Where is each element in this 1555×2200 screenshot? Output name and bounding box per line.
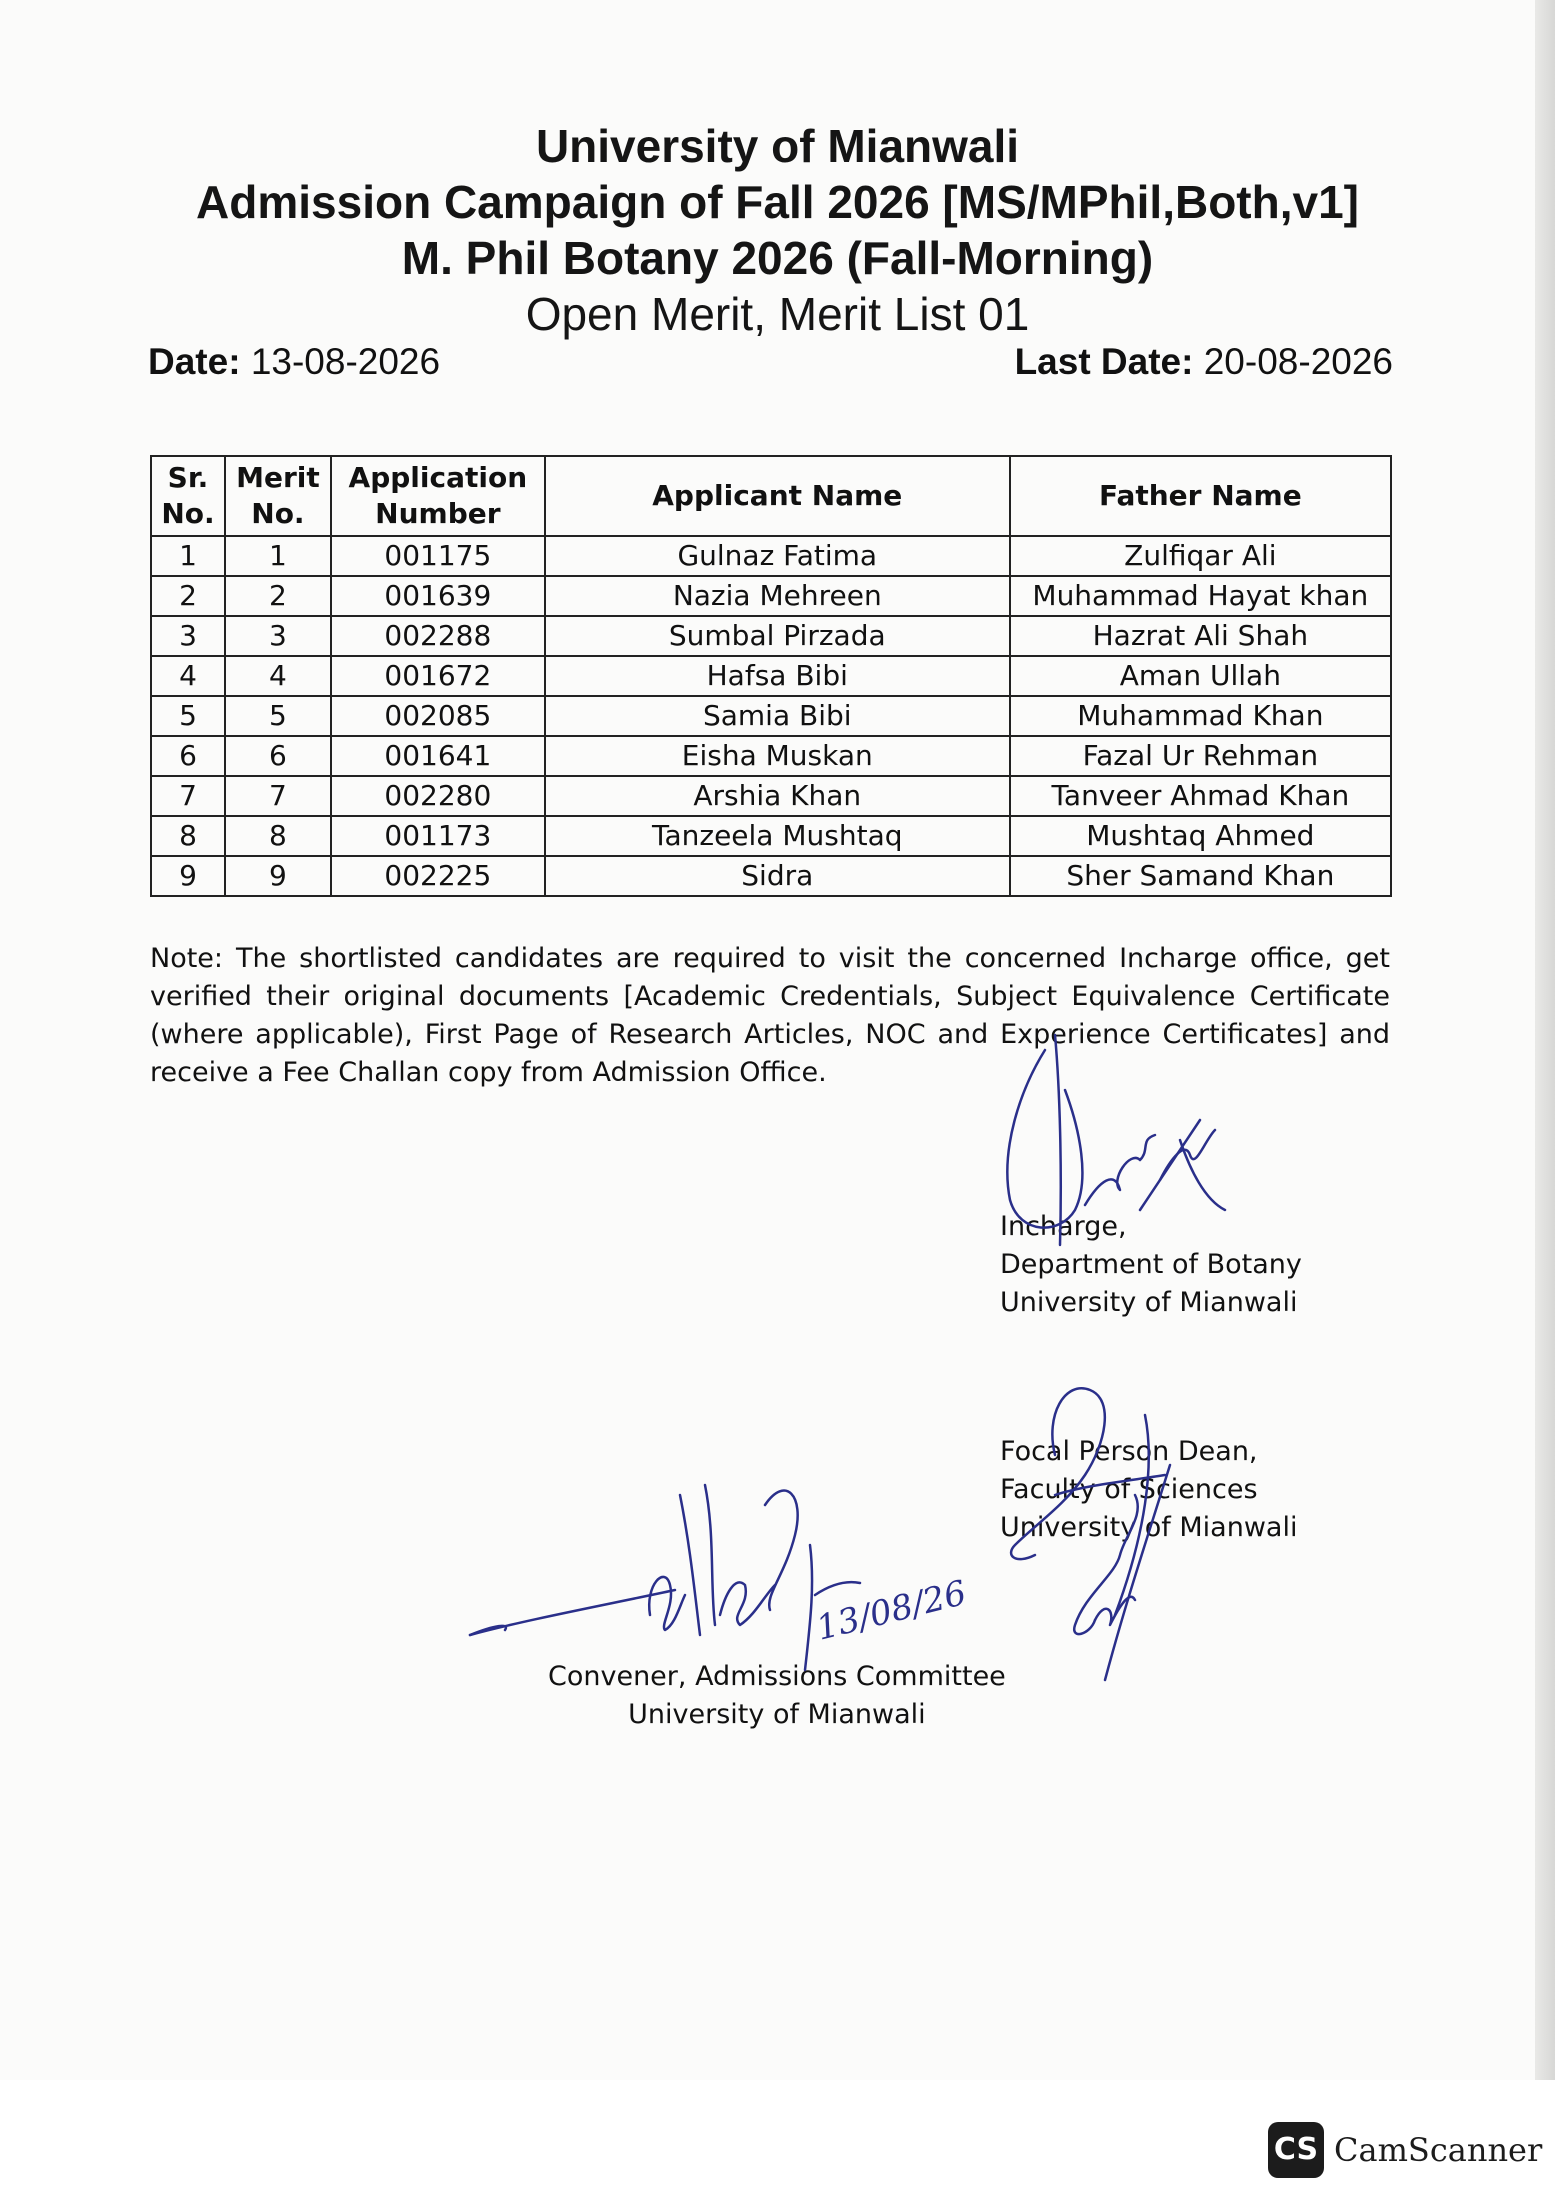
- focal-university: University of Mianwali: [1000, 1512, 1298, 1543]
- incharge-department: Department of Botany: [1000, 1249, 1302, 1280]
- merit-table: [150, 455, 1392, 897]
- cell-merit: 4: [225, 656, 331, 696]
- cell-father-name: Muhammad Hayat khan: [1010, 576, 1391, 616]
- cell-application: 001641: [331, 736, 545, 776]
- cell-father-name: Mushtaq Ahmed: [1010, 816, 1391, 856]
- table-row: [151, 576, 1391, 616]
- focal-faculty: Faculty of Sciences: [1000, 1474, 1258, 1505]
- program-title: M. Phil Botany 2026 (Fall-Morning): [401, 232, 1154, 284]
- cell-applicant-name: Tanzeela Mushtaq: [545, 816, 1010, 856]
- camscanner-logo-icon: CS: [1268, 2122, 1324, 2178]
- table-row: [151, 816, 1391, 856]
- cell-application: 002225: [331, 856, 545, 896]
- cell-applicant-name: Arshia Khan: [545, 776, 1010, 816]
- cell-merit: 8: [225, 816, 331, 856]
- cell-sr: 7: [151, 776, 225, 816]
- cell-father-name: Muhammad Khan: [1010, 696, 1391, 736]
- table-row: [151, 656, 1391, 696]
- campaign-title: Admission Campaign of Fall 2026 [MS/MPhil,Both,v1]: [196, 176, 1359, 228]
- cell-applicant-name: Nazia Mehreen: [545, 576, 1010, 616]
- cell-sr: 2: [151, 576, 225, 616]
- incharge-signatory: [1000, 1208, 1302, 1322]
- last-date-label: Last Date:: [1014, 341, 1194, 382]
- cell-application: 001672: [331, 656, 545, 696]
- col-header-applicant: Applicant Name: [545, 456, 1010, 536]
- col-header-merit: [225, 456, 331, 536]
- cell-father-name: Hazrat Ali Shah: [1010, 616, 1391, 656]
- cell-application: 002280: [331, 776, 545, 816]
- document-header: [0, 118, 1555, 342]
- convener-university: University of Mianwali: [628, 1699, 926, 1730]
- cell-application: 002288: [331, 616, 545, 656]
- table-row: [151, 536, 1391, 576]
- cell-sr: 5: [151, 696, 225, 736]
- cell-applicant-name: Hafsa Bibi: [545, 656, 1010, 696]
- col-header-sr: [151, 456, 225, 536]
- col-header-sr-line2: No.: [161, 497, 215, 530]
- focal-person-signatory: [1000, 1433, 1297, 1547]
- table-row: [151, 616, 1391, 656]
- convener-title: Convener, Admissions Committee: [548, 1661, 1006, 1692]
- cell-application: 001173: [331, 816, 545, 856]
- cell-sr: 3: [151, 616, 225, 656]
- cell-applicant-name: Gulnaz Fatima: [545, 536, 1010, 576]
- cell-application: 001175: [331, 536, 545, 576]
- cell-father-name: Zulfiqar Ali: [1010, 536, 1391, 576]
- table-row: [151, 696, 1391, 736]
- instructions-note: Note: The shortlisted candidates are required to visit the concerned Incharge office, get verified their original documents [Academic Credentials, Subject Equivalence Certificate (where applicable), First Page of Research Articles, NOC and Experience Certificates] and receive a Fee Challan copy from Admission Office.: [150, 943, 1390, 1088]
- table-row: [151, 736, 1391, 776]
- col-header-application-line1: Application: [348, 461, 528, 494]
- incharge-university: University of Mianwali: [1000, 1287, 1298, 1318]
- cell-merit: 2: [225, 576, 331, 616]
- table-row: [151, 856, 1391, 896]
- col-header-merit-line2: No.: [251, 497, 305, 530]
- convener-signatory: [548, 1658, 1006, 1734]
- cell-sr: 8: [151, 816, 225, 856]
- col-header-merit-line1: Merit: [236, 461, 320, 494]
- university-title: University of Mianwali: [535, 120, 1020, 172]
- cell-merit: 3: [225, 616, 331, 656]
- cell-merit: 6: [225, 736, 331, 776]
- cell-merit: 5: [225, 696, 331, 736]
- col-header-application: [331, 456, 545, 536]
- cell-sr: 1: [151, 536, 225, 576]
- last-date-value: 20-08-2026: [1203, 341, 1393, 382]
- table-row: [151, 776, 1391, 816]
- cell-applicant-name: Sidra: [545, 856, 1010, 896]
- col-header-father: Father Name: [1010, 456, 1391, 536]
- cell-sr: 9: [151, 856, 225, 896]
- cell-applicant-name: Samia Bibi: [545, 696, 1010, 736]
- cell-father-name: Sher Samand Khan: [1010, 856, 1391, 896]
- last-date: [1015, 340, 1393, 384]
- cell-merit: 9: [225, 856, 331, 896]
- convener-handwritten-date: 13/08/26: [812, 1572, 971, 1649]
- cell-applicant-name: Sumbal Pirzada: [545, 616, 1010, 656]
- cell-father-name: Tanveer Ahmad Khan: [1010, 776, 1391, 816]
- cell-father-name: Aman Ullah: [1010, 656, 1391, 696]
- cell-sr: 4: [151, 656, 225, 696]
- focal-title: Focal Person Dean,: [1000, 1436, 1258, 1467]
- issue-date-label: Date:: [148, 341, 241, 382]
- cell-merit: 7: [225, 776, 331, 816]
- cell-father-name: Fazal Ur Rehman: [1010, 736, 1391, 776]
- cell-application: 002085: [331, 696, 545, 736]
- col-header-application-line2: Number: [375, 497, 501, 530]
- incharge-title: Incharge,: [1000, 1211, 1127, 1242]
- issue-date-value: 13-08-2026: [250, 341, 441, 382]
- cell-merit: 1: [225, 536, 331, 576]
- camscanner-label: CamScanner: [1334, 2131, 1543, 2169]
- col-header-sr-line1: Sr.: [167, 461, 209, 494]
- merit-list-title: Open Merit, Merit List 01: [525, 288, 1030, 340]
- cell-applicant-name: Eisha Muskan: [545, 736, 1010, 776]
- table-header-row: [151, 456, 1391, 536]
- cell-application: 001639: [331, 576, 545, 616]
- issue-date: [148, 340, 440, 384]
- cell-sr: 6: [151, 736, 225, 776]
